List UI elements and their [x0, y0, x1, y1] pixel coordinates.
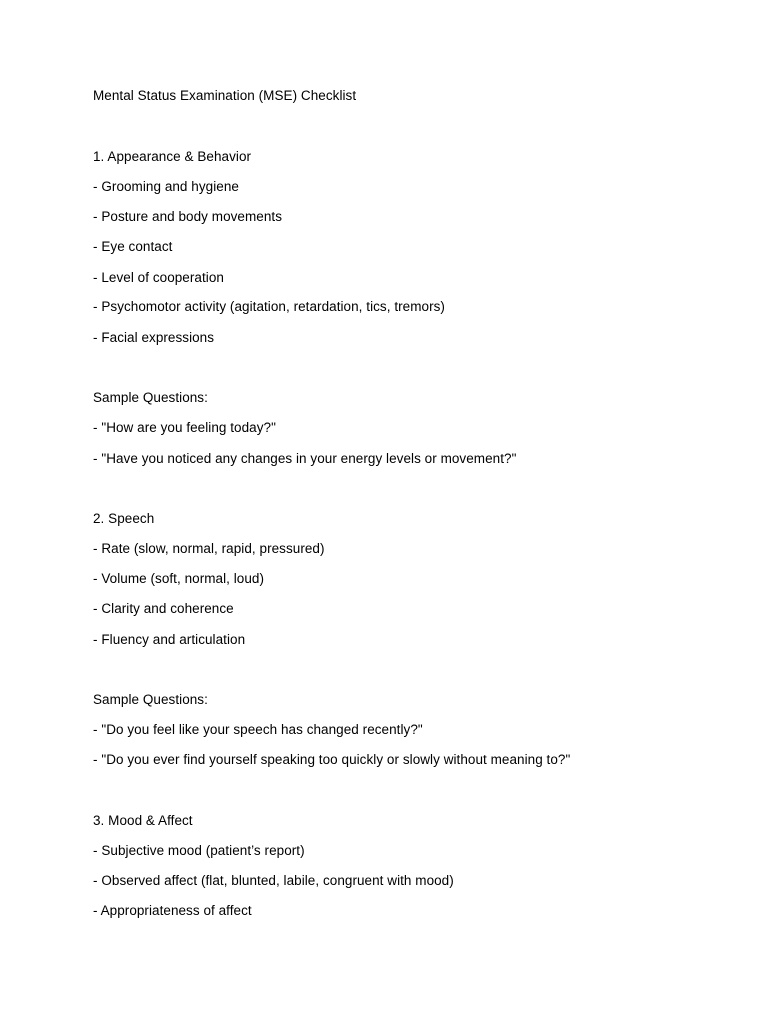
checklist-item: - Rate (slow, normal, rapid, pressured) [93, 541, 325, 556]
checklist-item: - Appropriateness of affect [93, 903, 252, 918]
checklist-item: - Clarity and coherence [93, 601, 234, 616]
checklist-item: - Observed affect (flat, blunted, labile, congruent with mood) [93, 873, 454, 888]
checklist-item: - Subjective mood (patient’s report) [93, 843, 305, 858]
checklist-item: - Level of cooperation [93, 270, 224, 285]
section-heading: 1. Appearance & Behavior [93, 149, 252, 164]
checklist-item: - Grooming and hygiene [93, 179, 239, 194]
sample-questions-heading: Sample Questions: [93, 692, 208, 707]
checklist-item: - Facial expressions [93, 330, 215, 345]
sample-questions-heading: Sample Questions: [93, 390, 208, 405]
sample-question: - "Do you ever find yourself speaking too quickly or slowly without meaning to?" [93, 752, 571, 767]
section-heading: 3. Mood & Affect [93, 813, 193, 828]
checklist-item: - Fluency and articulation [93, 632, 246, 647]
sample-question: - "How are you feeling today?" [93, 420, 276, 435]
document-title: Mental Status Examination (MSE) Checklist [93, 88, 357, 103]
checklist-item: - Psychomotor activity (agitation, retardation, tics, tremors) [93, 299, 445, 314]
sample-question: - "Have you noticed any changes in your energy levels or movement?" [93, 451, 517, 466]
sample-question: - "Do you feel like your speech has changed recently?" [93, 722, 423, 737]
checklist-item: - Posture and body movements [93, 209, 282, 224]
checklist-item: - Eye contact [93, 239, 173, 254]
section-heading: 2. Speech [93, 511, 155, 526]
checklist-item: - Volume (soft, normal, loud) [93, 571, 265, 586]
